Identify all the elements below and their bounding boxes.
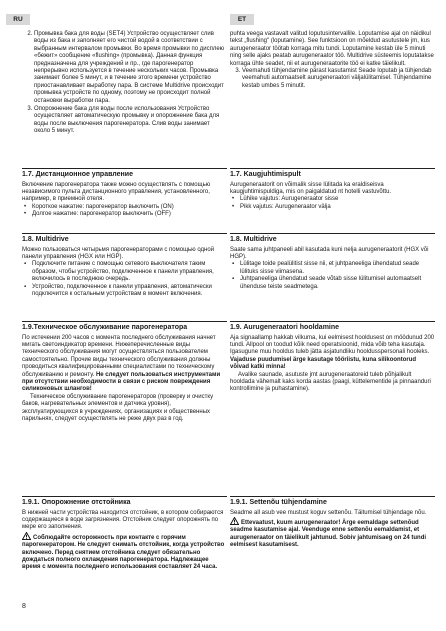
warning-text: Ettevaatust, kuum aurugeneraator! Ärge eemaldage settenõud seadme kasutamise ajal. Veenduge enne settenõu eemaldamist, et aurugeneraator on täielikult jahtunud. Sobiv jahtumisaeg on 24 tundi eelmisest kasutamisest. — [230, 520, 427, 549]
list-item: • Долгое нажатие: парогенератор выключить (OFF) — [32, 211, 227, 218]
section-text — [230, 335, 435, 372]
section-divider — [22, 496, 227, 497]
ru-section-sediment — [22, 496, 227, 572]
warning-icon — [230, 517, 239, 525]
section-text: Seadme all asub vee mustust koguv settenõu. Täitumisel tühjendage nõu. — [230, 509, 427, 516]
warning-paragraph — [230, 517, 435, 550]
list-item: 3. Veemahuti tühjendamine pärast kasutamist Seade loputab ja tühjendab veemahuti automaatselt aurugeneraatori väljalülitamisel. Tühjendamine kestab umbes 5 minutit. — [242, 68, 435, 90]
section-title: 1.9.Техническое обслуживание парогенератора — [22, 324, 188, 331]
ru-section-remote — [22, 168, 227, 219]
section-text: Aurugeneraatorit on võimalik sisse lülitada ka eraldiseisva kaugjuhtimispuldiga, mis on paigaldatud nt hotelli vastuvõttu. — [230, 181, 392, 195]
section-text-b: Avalike saunade, asutuste jmt aurugeneraatoreid tuleb põhjalikult hooldada vähemalt kaks korda aastas (paagi, küttelementide ja pinnaanduri kontrollimine ja puhastamine). — [230, 371, 431, 393]
list-item: ▪ Подключите питание с помощью сетевого выключателя таким образом, чтобы устройство, подключенное к панели управления, включилось в последнюю очередь. — [32, 261, 227, 283]
list-item: ▪ Устройство, подключенное к панели управления, автоматически подключится к остальным устройствам в момент включения. — [32, 284, 227, 299]
list-item: ▪ Lülitage toide pealülitist sisse nii, et juhtpaneeliga ühendatud seade lülituks sisse viimasena. — [240, 261, 435, 276]
section-text-a: Aja signaallamp hakkab vilkuma, kui eelmisest hooldusest on möödunud 200 tundi. Allpool on toodud kõik need operatsioonid, mida võib teha kasutaja. Igasugune muu hooldus tuleb jätta asjatundliku hooldusspersonali hooleks. — [230, 334, 435, 356]
et-section-maintenance — [230, 321, 435, 394]
ru-top-list — [22, 31, 227, 136]
list-item: ▪ Juhtpaneeliga ühendatud seade võtab sisse lülitumisel automaatselt ühenduse teiste seadmetega. — [240, 276, 435, 291]
list-item: • Короткое нажатие: парогенератор выключить (ON) — [32, 204, 227, 211]
et-section-sediment — [230, 496, 435, 550]
language-tab-et: ET — [230, 14, 254, 25]
page-number: 8 — [22, 603, 26, 610]
list-item: • Pikk vajutus: Aurugeneraator välja — [240, 204, 435, 211]
section-divider — [230, 496, 435, 497]
section-divider — [22, 168, 227, 169]
column-ru — [22, 31, 227, 136]
list-item: 2. Промывка бака для воды (SET4) Устройство осуществляет слив воды из бака и заполняет его чистой водой в соответствии с выбранным интервалом промывки. Во время промывки по дисплею «бежит» сообщение «flushing» (промывка). Данная функция предназначена для учреждений и пр., где парогенератор непрерывно используется в течение нескольких часов. Промывка занимает более 5 минут, и в течение этого времени устройство приостанавливает выработку пара. В системе Multidrive происходит промывка устройств по одному, поэтому не происходит полной остановки выработки пара. — [34, 31, 227, 105]
section-title: 1.9.1. Опорожнение отстойника — [22, 499, 131, 506]
section-warning-bold: Не следует пользоваться инструментами при отсутствии необходимости в связи с риском повреждения силиконовых шлангов! — [22, 371, 221, 393]
bullet-list — [230, 261, 435, 291]
section-title: 1.9.1. Settenõu tühjendamine — [230, 499, 327, 506]
warning-paragraph — [22, 532, 227, 572]
section-text: В нижней части устройства находится отстойник, в котором собираются содержащиеся в воде загрязнения. Отстойник следует опорожнять по мере его заполнения. — [22, 509, 224, 531]
et-top-continued: puhta veega vastavalt valitud loputusintervallile. Loputamise ajal on näidikul tekst „flushing" (loputamine). See funktsioon on mõeldud asutustele jm, kus aurugeneraator töötab korraga mitu tundi. Loputamine kestab üle 5 minuti ning selle ajaks peatab aurugeneraator töö. Multidrive süsteemis loputatakse korraga ühte seadet, nii et aurugeneraatorite töö ei katke täielikult. — [230, 31, 434, 67]
section-divider — [230, 233, 435, 234]
ru-section-maintenance — [22, 321, 227, 423]
section-text: Включение парогенератора также можно осуществлять с помощью независимого пульта дистанционного управления, установленного, например, в приемной отеля. — [22, 181, 211, 203]
bullet-list — [22, 204, 227, 219]
section-title: 1.8. Multidrive — [230, 236, 277, 243]
bullet-list — [230, 196, 435, 211]
section-warning-bold: Vajaduse puudumisel ärge kasutage tööriistu, kuna silikoontorud võivad katki minna! — [230, 356, 417, 371]
section-text-b: Техническое обслуживание парогенераторов (проверку и очистку баков, нагревательных элементов и датчика уровня), эксплуатирующихся в учреждениях, организациях и общественных парильнях, следует осуществлять не реже двух раз в год. — [22, 393, 214, 423]
language-tab-ru: RU — [6, 14, 30, 25]
ru-section-multidrive — [22, 233, 227, 298]
bullet-list — [22, 261, 227, 298]
section-text: Можно пользоваться четырьмя парогенераторами с помощью одной панели управления (HGX или HGP). — [22, 246, 215, 260]
warning-text: Соблюдайте осторожность при контакте с горячим парогенератором. Не следует снимать отстойник, когда устройство включено. Перед снятием отстойника следует обязательно дождаться полного охлаждения парогенератора. Надлежащее время с момента последнего использования составляет 24 часа. — [22, 534, 225, 571]
et-section-remote — [230, 168, 435, 211]
section-title: 1.9. Aurugeneraatori hooldamine — [230, 324, 340, 331]
et-section-multidrive — [230, 233, 435, 291]
section-text-a: По истечении 200 часов с момента последнего обслуживания начнет мигать светоиндикатор времени. Нижеперечисленные виды технического обслуживания могут осуществляться пользователем самостоятельно. Прочие виды технического обслуживания должны проводиться квалифицированными специалистами по техническому обслуживанию и ремонту. — [22, 334, 216, 378]
section-text: Saate sama juhtpaneeli abil kasutada kuni nelja aurugeneraatorit (HGX või HGP). — [230, 246, 429, 260]
section-title: 1.7. Kaugjuhtimispult — [230, 171, 301, 178]
warning-icon — [22, 532, 31, 540]
list-item: • Lühike vajutus: Aurugeneraator sisse — [240, 196, 435, 203]
section-divider — [22, 321, 227, 322]
list-item: 3. Опорожнение бака для воды после использования Устройство осуществляет автоматическую промывку и опорожнение бака для воды после выключения парогенератора. Слив воды занимает около 5 минут. — [34, 106, 227, 136]
section-title: 1.8. Multidrive — [22, 236, 69, 243]
et-top-list — [230, 68, 435, 90]
section-divider — [230, 168, 435, 169]
section-divider — [230, 321, 435, 322]
column-et — [230, 31, 435, 90]
section-divider — [22, 233, 227, 234]
section-text — [22, 335, 227, 394]
section-title: 1.7. Дистанционное управление — [22, 171, 133, 178]
